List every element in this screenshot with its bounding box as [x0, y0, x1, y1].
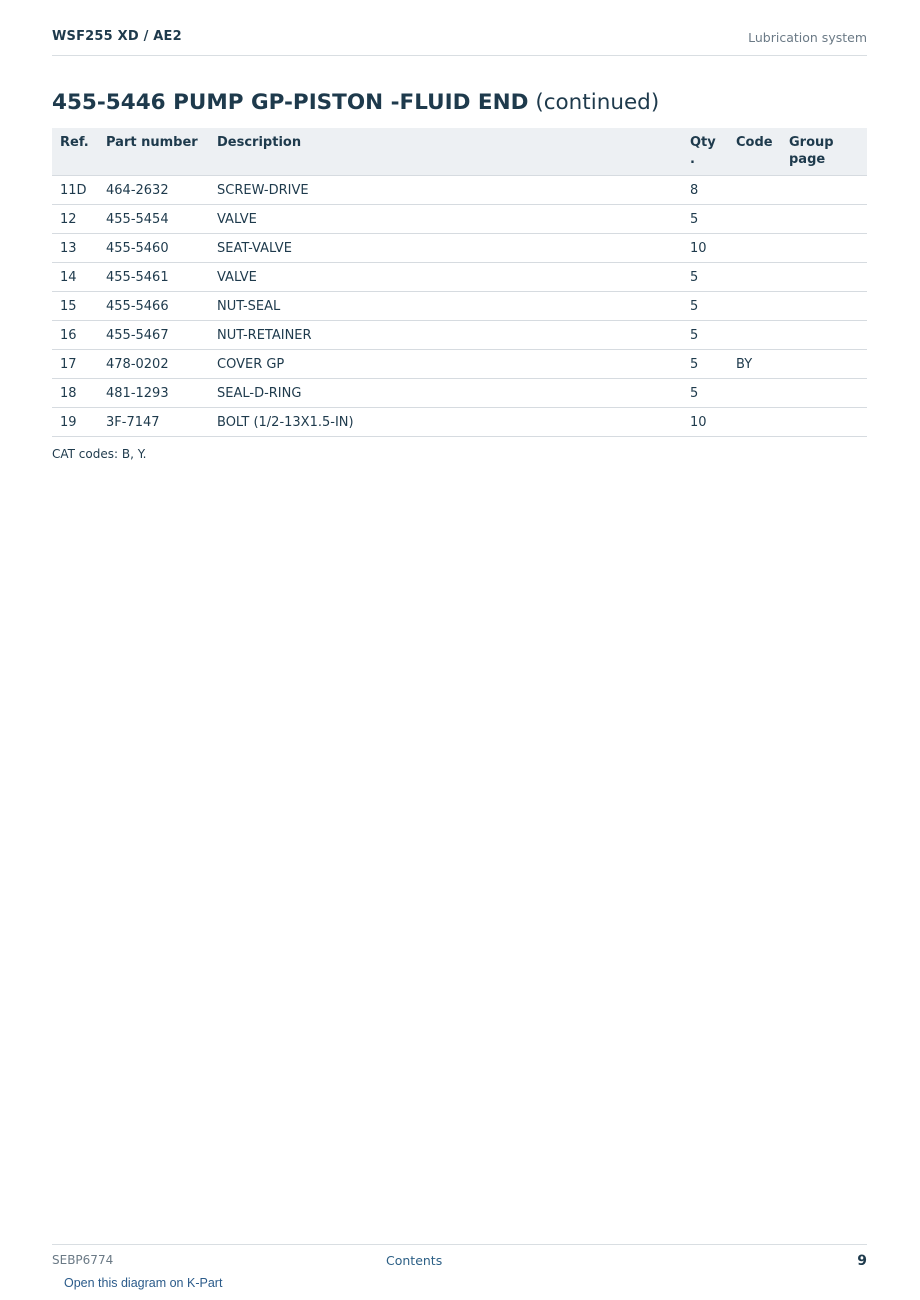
header-qty-line2: . [690, 152, 695, 167]
cell-part-number: 455-5467 [98, 321, 209, 350]
cell-ref: 19 [52, 408, 98, 437]
cell-qty: 10 [682, 408, 728, 437]
header-description: Description [209, 128, 682, 176]
cell-group-page [781, 408, 867, 437]
cell-qty: 5 [682, 379, 728, 408]
header-ref: Ref. [52, 128, 98, 176]
table-row [52, 292, 867, 321]
table-row [52, 379, 867, 408]
cell-part-number: 464-2632 [98, 176, 209, 205]
cell-qty: 5 [682, 350, 728, 379]
cell-group-page [781, 205, 867, 234]
cell-code [728, 205, 781, 234]
cell-ref: 16 [52, 321, 98, 350]
cell-group-page [781, 292, 867, 321]
cell-description: SEAT-VALVE [209, 234, 682, 263]
cell-qty: 5 [682, 263, 728, 292]
cell-qty: 10 [682, 234, 728, 263]
cell-qty: 5 [682, 292, 728, 321]
cell-description: VALVE [209, 263, 682, 292]
cell-part-number: 478-0202 [98, 350, 209, 379]
table-row [52, 321, 867, 350]
table-row [52, 234, 867, 263]
cell-part-number: 3F-7147 [98, 408, 209, 437]
title-continued: (continued) [535, 90, 660, 115]
parts-table [52, 128, 867, 437]
cell-code [728, 234, 781, 263]
cell-ref: 11D [52, 176, 98, 205]
cell-part-number: 455-5454 [98, 205, 209, 234]
header-group-line2: page [789, 152, 826, 167]
table-row [52, 205, 867, 234]
cell-ref: 12 [52, 205, 98, 234]
cell-ref: 17 [52, 350, 98, 379]
contents-link[interactable]: Contents [386, 1253, 443, 1268]
header-code: Code [728, 128, 781, 176]
cell-qty: 5 [682, 205, 728, 234]
cell-description: COVER GP [209, 350, 682, 379]
cell-code [728, 263, 781, 292]
table-row [52, 350, 867, 379]
document-id: SEBP6774 [52, 1253, 114, 1267]
header-qty-line1: Qty [690, 135, 716, 150]
table-row [52, 408, 867, 437]
cell-code: BY [728, 350, 781, 379]
cell-ref: 18 [52, 379, 98, 408]
page-title [52, 90, 659, 115]
cell-description: VALVE [209, 205, 682, 234]
cell-description: BOLT (1/2-13X1.5-IN) [209, 408, 682, 437]
cell-group-page [781, 321, 867, 350]
cell-part-number: 455-5466 [98, 292, 209, 321]
cell-group-page [781, 263, 867, 292]
table-row [52, 176, 867, 205]
cell-code [728, 176, 781, 205]
table-row [52, 263, 867, 292]
cat-codes-note: CAT codes: B, Y. [52, 447, 147, 461]
section-label: Lubrication system [748, 30, 867, 45]
cell-ref: 14 [52, 263, 98, 292]
cell-group-page [781, 176, 867, 205]
parts-table-body [52, 176, 867, 437]
cell-description: SEAL-D-RING [209, 379, 682, 408]
open-kpart-link[interactable]: Open this diagram on K-Part [64, 1276, 223, 1290]
cell-description: NUT-RETAINER [209, 321, 682, 350]
title-part-name: 455-5446 PUMP GP-PISTON -FLUID END [52, 90, 529, 115]
page-number: 9 [857, 1253, 867, 1269]
page-header [52, 29, 867, 56]
cell-qty: 5 [682, 321, 728, 350]
cell-ref: 15 [52, 292, 98, 321]
cell-code [728, 408, 781, 437]
header-qty [682, 128, 728, 176]
cell-group-page [781, 234, 867, 263]
cell-group-page [781, 350, 867, 379]
page-footer [52, 1244, 867, 1275]
header-part-number: Part number [98, 128, 209, 176]
header-group-line1: Group [789, 135, 834, 150]
cell-code [728, 292, 781, 321]
table-header-row [52, 128, 867, 176]
cell-ref: 13 [52, 234, 98, 263]
cell-part-number: 481-1293 [98, 379, 209, 408]
cell-code [728, 321, 781, 350]
header-group-page [781, 128, 867, 176]
cell-description: NUT-SEAL [209, 292, 682, 321]
cell-qty: 8 [682, 176, 728, 205]
cell-code [728, 379, 781, 408]
cell-part-number: 455-5460 [98, 234, 209, 263]
cell-part-number: 455-5461 [98, 263, 209, 292]
cell-group-page [781, 379, 867, 408]
cell-description: SCREW-DRIVE [209, 176, 682, 205]
model-label: WSF255 XD / AE2 [52, 29, 182, 44]
